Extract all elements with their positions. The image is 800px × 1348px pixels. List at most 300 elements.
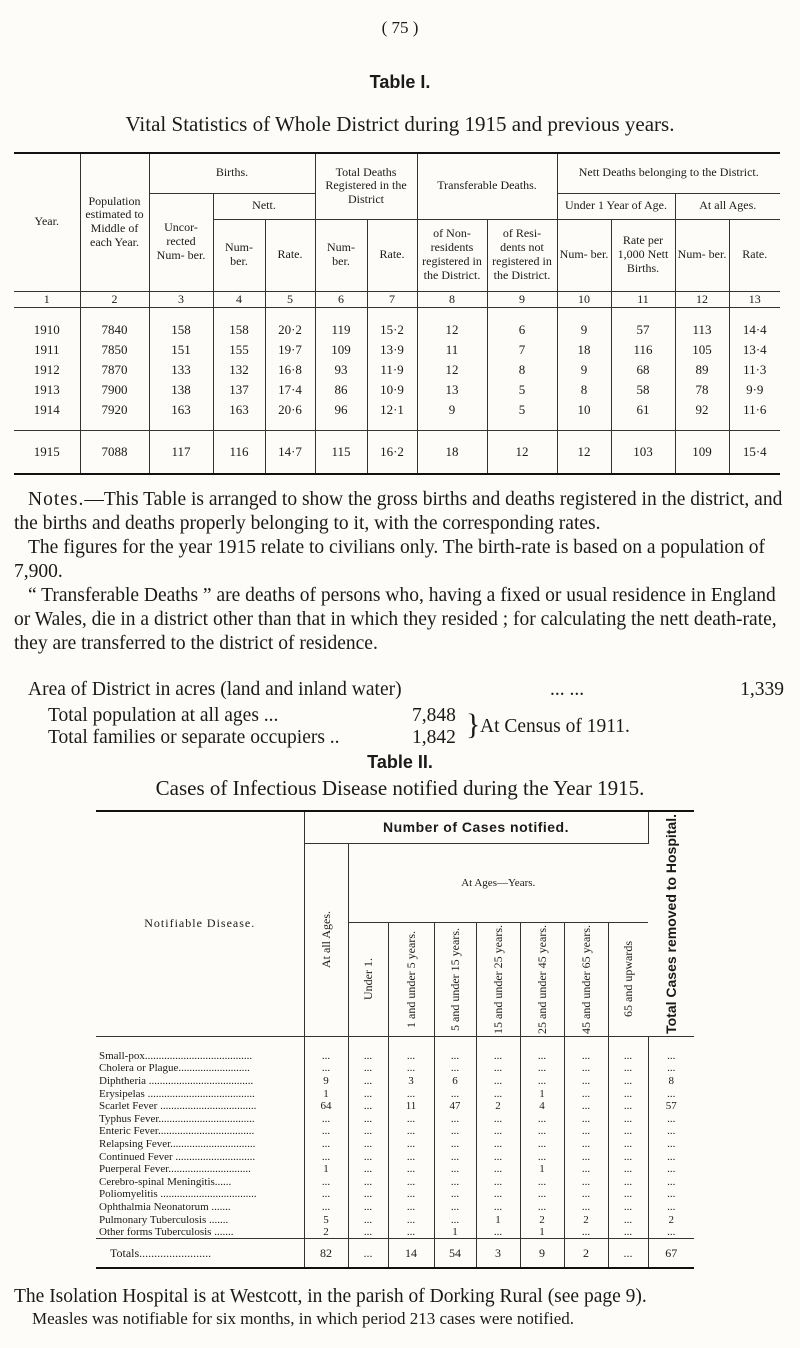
table-cell: ... [564,1062,608,1075]
table-cell: 15·2 [367,308,417,341]
table-cell: 5 [487,380,557,400]
disease-row [96,1213,694,1226]
table-cell: 11·6 [743,402,767,418]
table-cell: ... [476,1163,520,1176]
non-residents-header: of Non- residents registered in the District. [417,219,487,291]
table-cell: 1 [520,1163,564,1176]
table-cell: 13·9 [367,340,417,360]
table-cell: ... [667,1200,676,1213]
table-cell: 14·4 [742,322,767,338]
table-cell: ... [348,1175,388,1188]
table-cell: 20·2 [265,308,315,341]
table-cell: ... [520,1050,564,1063]
table-cell: ... [520,1201,564,1214]
table-cell: 9 [417,400,487,431]
table-cell: 113 [675,308,729,341]
table-cell: 96 [315,400,367,431]
disease-name: Other forms Tuberculosis ....... [96,1226,304,1239]
disease-name: Relapsing Fever............................... [96,1138,304,1151]
table-cell: ... [564,1150,608,1163]
table-cell: 68 [611,360,675,380]
families-value: 1,842 [412,727,456,748]
table-cell: ... [564,1226,608,1239]
table-cell: ... [667,1150,676,1163]
table-cell: ... [388,1175,434,1188]
table-cell: 12 [487,431,557,475]
notes-paragraph-2: The figures for the year 1915 relate to civilians only. The birth-rate is based on a population of 7,900. [14,537,765,582]
table-cell: ... [608,1201,648,1214]
table-cell: ... [564,1201,608,1214]
table-cell: 2 [564,1213,608,1226]
table-cell: ... [520,1188,564,1201]
table-cell: 2 [476,1100,520,1113]
table-cell: ... [304,1150,348,1163]
table-cell: 17·4 [265,380,315,400]
table-cell: ... [667,1062,676,1075]
table-cell: 2 [668,1213,674,1226]
under1-header: Under 1 Year of Age. [557,193,675,219]
number-notified-header: Number of Cases notified. [304,811,648,843]
table-cell: ... [608,1075,648,1088]
table-cell: ... [434,1201,476,1214]
table-cell: ... [434,1050,476,1063]
age-25-45-header: 25 and under 45 years. [520,922,564,1036]
births-header: Births. [149,153,315,193]
table-cell: 54 [434,1239,476,1269]
disease-name: Diphtheria ...................................... [96,1075,304,1088]
table-cell: 1 [434,1226,476,1239]
table-cell: ... [667,1125,676,1138]
table-cell: 12·1 [367,400,417,431]
table-cell: ... [564,1125,608,1138]
table-cell: 13·4 [742,342,767,358]
table-cell: 16·2 [367,431,417,475]
table-cell: 2 [304,1226,348,1239]
table-cell: 7850 [80,340,149,360]
table-cell: 9 [557,308,611,341]
table-cell: ... [667,1163,676,1176]
table-cell: 158 [149,308,213,341]
table-cell: ... [667,1112,676,1125]
table-cell: ... [520,1075,564,1088]
disease-row [96,1163,694,1176]
table-cell: ... [388,1188,434,1201]
population-header: Population estimated to Middle of each Year. [80,153,149,291]
table1-subtitle: Vital Statistics of Whole District during 1915 and previous years. [125,112,675,136]
removed-header: Total Cases removed to Hospital. [648,811,694,1036]
table-cell: ... [476,1226,520,1239]
table-cell: 1910 [14,308,80,341]
all-ages-header: At all Ages. [675,193,780,219]
families-label: Total families or separate occupiers .. [48,727,340,748]
under1-number-header: Num- ber. [557,219,611,291]
table-cell: ... [564,1163,608,1176]
table-cell: 8 [557,380,611,400]
table-cell: ... [348,1213,388,1226]
table-cell: ... [434,1175,476,1188]
disease-name: Erysipelas ....................................... [96,1087,304,1100]
disease-name: Cerebro-spinal Meningitis...... [96,1175,304,1188]
table-cell: ... [304,1201,348,1214]
table-cell: ... [608,1100,648,1113]
census-block [48,705,630,749]
notes-block [14,488,784,656]
table-cell: 155 [213,340,265,360]
table-cell: 9 [557,360,611,380]
notifiable-header: Notifiable Disease. [96,811,304,1036]
table-cell: 18 [417,431,487,475]
table1-title: Table I. [369,72,431,92]
table-cell: ... [667,1188,676,1201]
table-cell: 1914 [14,400,80,431]
at-ages-header: At Ages—Years. [348,843,648,922]
total-deaths-header: Total Deaths Registered in the District [315,153,417,219]
table-cell: 117 [149,431,213,475]
table-cell: ... [476,1138,520,1151]
table-cell: ... [388,1050,434,1063]
disease-name: Puerperal Fever.............................. [96,1163,304,1176]
table-cell: ... [388,1062,434,1075]
table-cell: ... [348,1226,388,1239]
table-cell: ... [434,1062,476,1075]
table-cell: ... [520,1150,564,1163]
deaths-rate-header: Rate. [367,219,417,291]
all-ages-col-header: At all Ages. [304,843,348,1036]
table-cell: 15·4 [729,431,780,475]
disease-name: Scarlet Fever ................................... [96,1100,304,1113]
residents-not-header: of Resi- dents not registered in the District. [487,219,557,291]
table-cell: 4 [520,1100,564,1113]
table-cell: 1 [476,1213,520,1226]
table-cell: ... [608,1062,648,1075]
table-cell: ... [608,1112,648,1125]
table-cell: ... [388,1213,434,1226]
table-cell: 116 [611,340,675,360]
table-cell: ... [608,1239,648,1269]
table-cell: ... [608,1188,648,1201]
table-cell: ... [388,1150,434,1163]
table-cell: ... [388,1112,434,1125]
notes-label: Notes. [28,489,85,510]
table-cell: 11·9 [367,360,417,380]
table-cell: ... [667,1087,676,1100]
table-cell: 1913 [14,380,80,400]
under1-rate-header: Rate per 1,000 Nett Births. [611,219,675,291]
table-cell: 18 [557,340,611,360]
footer-note [14,1286,794,1330]
table-cell: ... [434,1213,476,1226]
table-cell: ... [564,1188,608,1201]
table-cell: ... [388,1201,434,1214]
table-cell: ... [304,1125,348,1138]
table-cell: 1 [304,1087,348,1100]
age-under1-header: Under 1. [348,922,388,1036]
table-cell: 1912 [14,360,80,380]
table-cell: 9·9 [746,382,764,398]
table-cell: ... [608,1087,648,1100]
table-cell: 138 [149,380,213,400]
disease-name: Pulmonary Tuberculosis ....... [96,1213,304,1226]
table-cell: 11 [388,1100,434,1113]
table-cell: ... [348,1150,388,1163]
table-cell: 78 [675,380,729,400]
table-row [14,380,780,400]
area-label: Area of District in acres (land and inland water) [28,679,402,700]
table-cell: ... [608,1163,648,1176]
table-cell: ... [667,1175,676,1188]
table-cell: 82 [304,1239,348,1269]
disease-row [96,1201,694,1214]
table-row [14,340,780,360]
disease-row [96,1062,694,1075]
table-cell: 119 [315,308,367,341]
table-cell: ... [304,1062,348,1075]
table-cell: 58 [611,380,675,400]
table-cell: ... [434,1125,476,1138]
table-cell: 20·6 [265,400,315,431]
table-cell: ... [608,1138,648,1151]
nett-births-number-header: Num- ber. [213,219,265,291]
table-cell: ... [388,1163,434,1176]
disease-row [96,1087,694,1100]
disease-name: Poliomyelitis ................................... [96,1188,304,1201]
table-cell: ... [388,1138,434,1151]
disease-row [96,1112,694,1125]
footer-line-2: Measles was notifiable for six months, in which period 213 cases were notified. [32,1309,574,1328]
table-cell: ... [434,1112,476,1125]
table-cell: 2 [520,1213,564,1226]
totals-row [96,1239,694,1269]
disease-row [96,1125,694,1138]
table-cell: ... [667,1137,676,1150]
table-cell: ... [608,1226,648,1239]
table-row [14,308,780,341]
table-row [14,400,780,431]
table-cell: 5 [487,400,557,431]
disease-row [96,1075,694,1088]
table-cell: 12 [557,431,611,475]
table-cell: ... [608,1175,648,1188]
table2-subtitle: Cases of Infectious Disease notified during the Year 1915. [155,776,645,800]
table-cell: 9 [520,1239,564,1269]
table-cell: 92 [675,400,729,431]
disease-name: Typhus Fever................................... [96,1112,304,1125]
age-45-65-header: 45 and under 65 years. [564,922,608,1036]
table-cell: ... [348,1100,388,1113]
age-5-15-header: 5 and under 15 years. [434,922,476,1036]
table-cell: ... [476,1175,520,1188]
table-cell: ... [348,1163,388,1176]
table-cell: 1911 [14,340,80,360]
table-cell: ... [520,1175,564,1188]
table-cell: 8 [487,360,557,380]
table-cell: 3 [388,1075,434,1088]
all-ages-rate-header: Rate. [729,219,780,291]
table-cell: ... [434,1150,476,1163]
table-cell: 8 [668,1074,674,1087]
table-cell: ... [476,1112,520,1125]
table-cell: 137 [213,380,265,400]
table-cell: ... [608,1050,648,1063]
table-cell: ... [476,1087,520,1100]
table-cell: 3 [476,1239,520,1269]
table-cell: ... [520,1062,564,1075]
table-cell: ... [667,1049,676,1062]
table-cell: ... [348,1201,388,1214]
area-value: 1,339 [740,679,784,700]
census-brace: } [466,708,481,741]
table-cell: ... [476,1188,520,1201]
table-cell: ... [348,1062,388,1075]
age-15-25-header: 15 and under 25 years. [476,922,520,1036]
table-cell: ... [434,1188,476,1201]
table-cell: 109 [675,431,729,475]
page-number: ( 75 ) [381,18,419,37]
table-cell: 7870 [80,360,149,380]
table-cell: ... [564,1138,608,1151]
table-cell: 93 [315,360,367,380]
table-cell: 6 [434,1075,476,1088]
age-1-5-header: 1 and under 5 years. [388,922,434,1036]
spacer-row [96,1036,694,1049]
table-cell: ... [434,1087,476,1100]
uncorrected-header: Uncor- rected Num- ber. [149,193,213,291]
disease-row [96,1100,694,1113]
table-cell: 1915 [14,431,80,475]
population-value: 7,848 [412,705,456,726]
table-cell: ... [564,1175,608,1188]
table-cell: 1 [520,1087,564,1100]
table-cell: ... [434,1163,476,1176]
table-cell: 14 [388,1239,434,1269]
table-cell: ... [564,1087,608,1100]
nett-births-rate-header: Rate. [265,219,315,291]
table-cell: 9 [304,1075,348,1088]
disease-row [96,1226,694,1239]
table-cell: 11 [417,340,487,360]
table-cell: ... [520,1112,564,1125]
table-cell: ... [564,1075,608,1088]
disease-name: Continued Fever ............................. [96,1150,304,1163]
table-cell: ... [348,1138,388,1151]
table-cell: 10·9 [367,380,417,400]
totals-label: Totals........................ [96,1239,304,1269]
area-dots: ... ... [550,679,585,700]
table-cell: 57 [665,1100,677,1113]
table-cell: ... [348,1087,388,1100]
table-cell: 115 [315,431,367,475]
table-cell: 12 [417,360,487,380]
table-cell: ... [608,1125,648,1138]
all-ages-number-header: Num- ber. [675,219,729,291]
table-cell: ... [520,1138,564,1151]
vital-statistics-table [14,152,780,475]
census-note: At Census of 1911. [480,716,630,737]
table-cell: ... [564,1100,608,1113]
table-cell: ... [304,1138,348,1151]
table-cell: 163 [149,400,213,431]
table-cell: 10 [557,400,611,431]
table-cell: ... [476,1125,520,1138]
table-cell: ... [304,1175,348,1188]
table-cell: 109 [315,340,367,360]
disease-name: Small-pox....................................... [96,1050,304,1063]
table-cell: 7840 [80,308,149,341]
disease-row [96,1138,694,1151]
table-cell: ... [304,1188,348,1201]
table-cell: 163 [213,400,265,431]
table-cell: 7900 [80,380,149,400]
table-cell: 57 [611,308,675,341]
table2-title: Table II. [367,752,433,772]
table-cell: ... [348,1112,388,1125]
table-cell: 7920 [80,400,149,431]
table-cell: 6 [487,308,557,341]
table-cell: 133 [149,360,213,380]
disease-name: Enteric Fever................................... [96,1125,304,1138]
table-cell: 67 [648,1239,694,1269]
disease-row [96,1050,694,1063]
table-cell: 1 [520,1226,564,1239]
table-cell: ... [304,1112,348,1125]
table-cell: ... [476,1201,520,1214]
table-cell: 116 [213,431,265,475]
table-cell: ... [388,1226,434,1239]
table-cell: 61 [611,400,675,431]
disease-row [96,1150,694,1163]
table-cell: ... [348,1239,388,1269]
disease-name: Cholera or Plague.......................... [96,1062,304,1075]
table-cell: 158 [213,308,265,341]
footer-line-1: The Isolation Hospital is at Westcott, in the parish of Dorking Rural (see page 9). [14,1286,647,1307]
table-cell: 19·7 [265,340,315,360]
population-label: Total population at all ages ... [48,705,279,726]
table-cell: 14·7 [265,431,315,475]
deaths-number-header: Num- ber. [315,219,367,291]
table-cell: 103 [611,431,675,475]
table-cell: ... [348,1050,388,1063]
table-cell: 12 [417,308,487,341]
disease-name: Ophthalmia Neonatorum ....... [96,1201,304,1214]
infectious-disease-table [96,810,694,1269]
table-row [14,360,780,380]
table-cell: ... [476,1062,520,1075]
nett-deaths-header: Nett Deaths belonging to the District. [557,153,780,193]
table-row-1915 [14,431,780,475]
age-65-up-header: 65 and upwards [608,922,648,1036]
table-cell: 86 [315,380,367,400]
table-cell: 2 [564,1239,608,1269]
notes-paragraph-3: “ Transferable Deaths ” are deaths of persons who, having a fixed or usual residence in England or Wales, die in a district other than that in which they resided ; for calculating the nett death-rate, they are transferred to the district of residence. [14,585,777,654]
table-cell: ... [667,1226,676,1239]
table-cell: ... [564,1112,608,1125]
table-cell: ... [348,1075,388,1088]
table-cell: ... [388,1125,434,1138]
nett-births-header: Nett. [213,193,315,219]
table-cell: ... [608,1213,648,1226]
transferable-header: Transferable Deaths. [417,153,557,219]
table-cell: 132 [213,360,265,380]
table-cell: ... [564,1050,608,1063]
table-cell: ... [608,1150,648,1163]
area-line [14,679,784,701]
table-cell: 13 [417,380,487,400]
column-index-row: 1 2 3 4 5 6 7 8 9 10 11 12 13 [14,291,780,308]
table-cell: 11·3 [743,362,767,378]
table-cell: ... [476,1150,520,1163]
table-cell: 89 [675,360,729,380]
table-cell: ... [520,1125,564,1138]
